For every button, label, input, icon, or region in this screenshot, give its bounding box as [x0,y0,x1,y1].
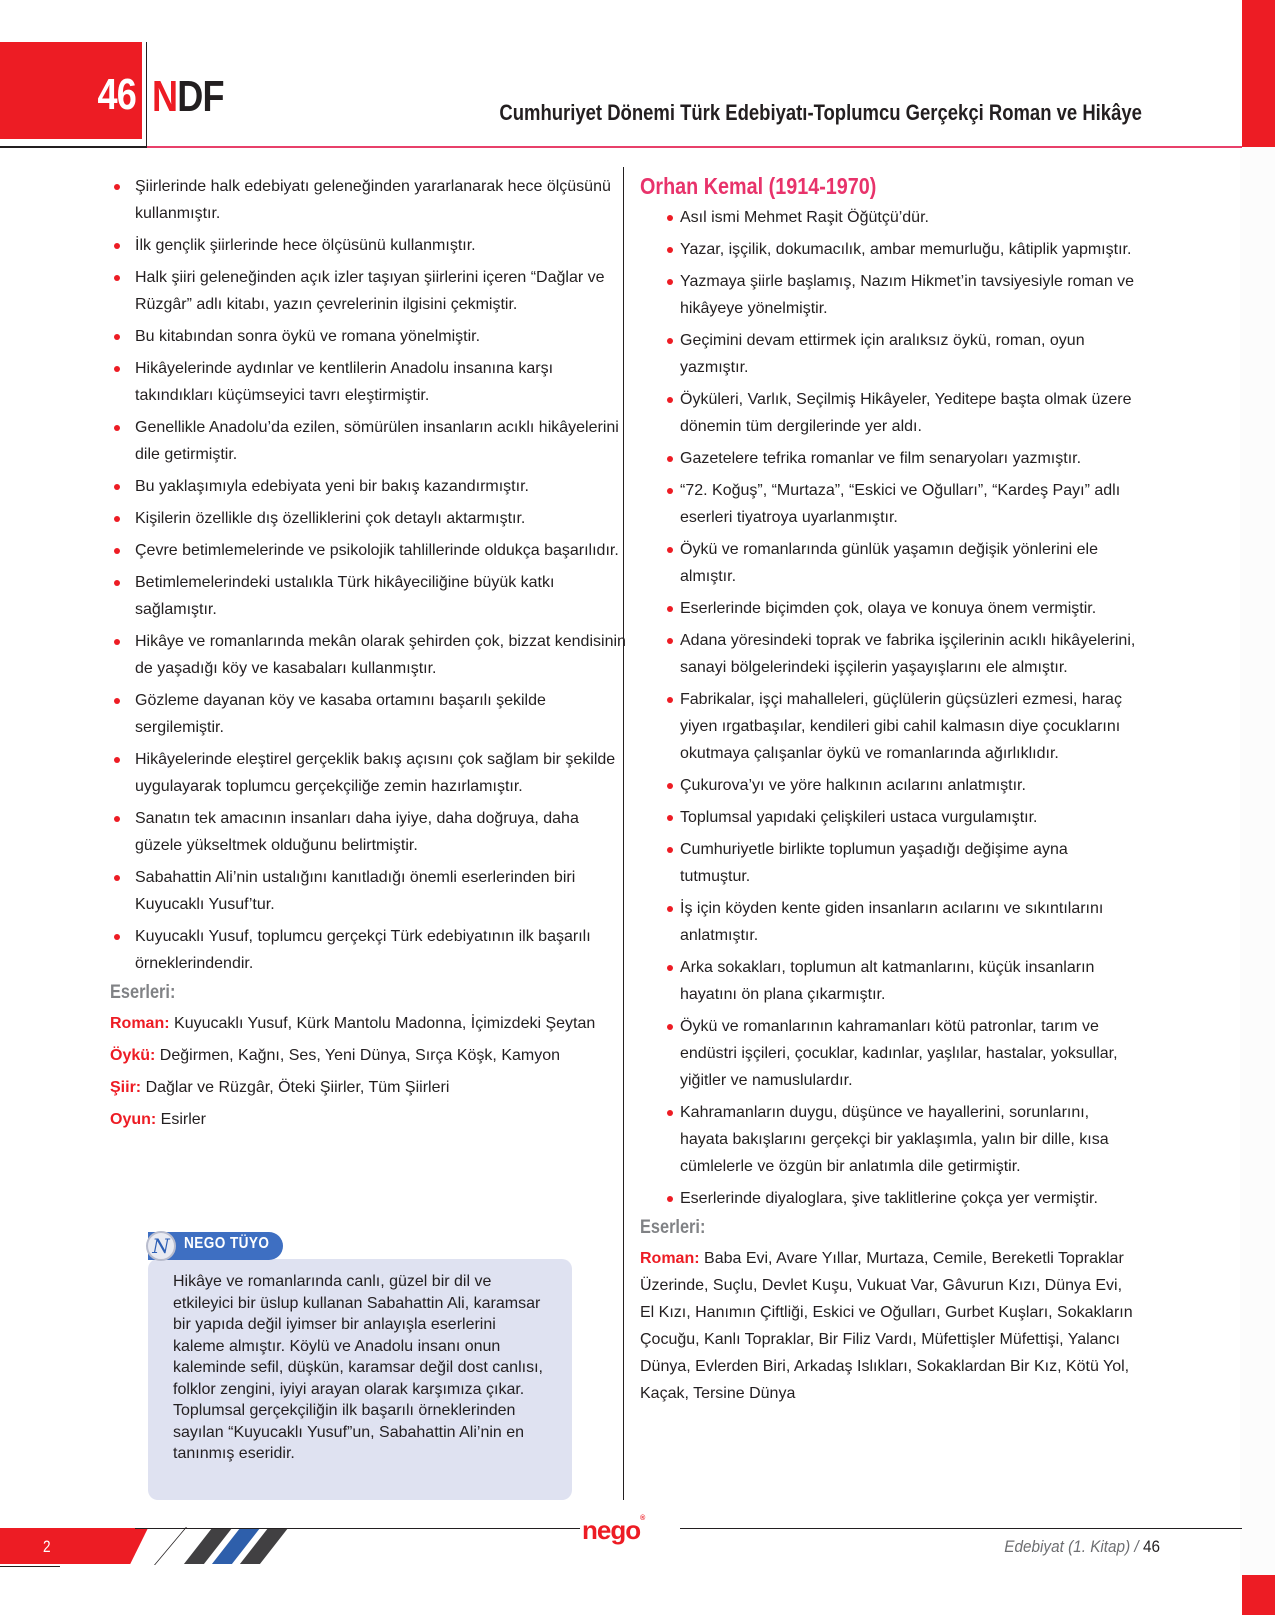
section-title-orhan-kemal: Orhan Kemal (1914-1970) [640,173,877,199]
bullet-item: Toplumsal yapıdaki çelişkileri ustaca vurgulamıştır. [640,804,1140,831]
header-rule [147,146,1242,148]
bullet-item: Yazmaya şiirle başlamış, Nazım Hikmet’in tavsiyesiyle roman ve hikâyeye yönelmiştir. [640,268,1140,322]
works-oyun [110,1106,630,1133]
tip-text: Hikâye ve romanlarında canlı, güzel bir dil ve etkileyici bir üslup kullanan Sabahattin Ali, karamsar bir yapıda değil iyimser bir anlayışla eserlerini kaleme almıştır. Köylü ve Anadolu insanı onun kaleminde sefil, düşkün, karamsar değil dost canlısı, folklor zengini, iyiyi arayan olarak karşımıza çıkar. Toplumsal gerçekçiliğin ilk başarılı örneklerinden sayılan “Kuyucaklı Yusuf”un, Sabahattin Ali’nin en tanınmış eseridir. [148,1259,572,1500]
works-text: Değirmen, Kağnı, Ses, Yeni Dünya, Sırça Köşk, Kamyon [159,1047,561,1064]
footer-page-index: 2 [42,1537,51,1556]
side-tab-top [1242,0,1275,147]
header-divider [146,42,147,147]
chapter-title: Cumhuriyet Dönemi Türk Edebiyatı-Toplumcu Gerçekçi Roman ve Hikâye [499,100,1142,125]
works-heading: Eserleri: [640,1217,706,1238]
sabahattin-ali-bullets [110,173,630,977]
bullet-item: Yazar, işçilik, dokumacılık, ambar memurluğu, kâtiplik yapmıştır. [640,236,1140,263]
works-label: Oyun: [110,1111,157,1128]
footer-rule-right [680,1528,1242,1529]
bullet-item: Betimlemelerindeki ustalıkla Türk hikâyeciliğine büyük katkı sağlamıştır. [110,569,630,623]
works-text: Dağlar ve Rüzgâr, Öteki Şiirler, Tüm Şiirleri [145,1079,450,1096]
bullet-item: Adana yöresindeki toprak ve fabrika işçilerinin acıklı hikâyelerini, sanayi bölgelerindeki işçilerin yaşayışlarını ele almıştır. [640,627,1140,681]
bullet-item: Bu kitabından sonra öykü ve romana yönelmiştir. [110,323,630,350]
side-tab-bottom [1242,1575,1275,1615]
bullet-item: Geçimini devam ettirmek için aralıksız öykü, roman, oyun yazmıştır. [640,327,1140,381]
footer-baseline [0,1566,60,1567]
bullet-item: Kuyucaklı Yusuf, toplumcu gerçekçi Türk edebiyatının ilk başarılı örneklerindendir. [110,923,630,977]
bullet-item: Çukurova’yı ve yöre halkının acılarını anlatmıştır. [640,772,1140,799]
works-text: Kuyucaklı Yusuf, Kürk Mantolu Madonna, İçimizdeki Şeytan [174,1015,596,1032]
bullet-item: Eserlerinde biçimden çok, olaya ve konuya önem vermiştir. [640,595,1140,622]
logo-df: DF [177,72,224,121]
nego-n-icon: N [146,1231,176,1261]
footer-red-tab [0,1528,148,1564]
bullet-item: Cumhuriyetle birlikte toplumun yaşadığı değişime ayna tutmuştur. [640,836,1140,890]
works-list [640,1245,1140,1407]
bullet-item: Gazetelere tefrika romanlar ve film senaryoları yazmıştır. [640,445,1140,472]
right-column [640,173,1140,1412]
side-margin [1240,147,1275,1575]
works-label: Öykü: [110,1047,156,1064]
bullet-item: Hikâye ve romanlarında mekân olarak şehirden çok, bizzat kendisinin de yaşadığı köy ve kasabaları kullanmıştır. [110,628,630,682]
nego-logo: nego® [582,1515,645,1545]
left-column [110,173,630,1138]
bullet-item: Bu yaklaşımıyla edebiyata yeni bir bakış kazandırmıştır. [110,473,630,500]
footer-slash-line [154,1527,187,1565]
bullet-item: Fabrikalar, işçi mahalleleri, güçlülerin güçsüzleri ezmesi, haraç yiyen ırgatbaşılar, kendileri gibi cahil kalmasın diye çocuklarını okutmaya çalışanlar öykü ve romanlarında ağırlıklıdır. [640,686,1140,767]
bullet-item: Sabahattin Ali’nin ustalığını kanıtladığı önemli eserlerinden biri Kuyucaklı Yusuf’tur. [110,864,630,918]
bullet-item: Öykü ve romanlarının kahramanları kötü patronlar, tarım ve endüstri işçileri, çocuklar, kadınlar, yaşlılar, hastalar, yoksullar, yiğitler ve namuslulardır. [640,1013,1140,1094]
works-text: Esirler [160,1111,207,1128]
works-heading: Eserleri: [110,982,176,1003]
bullet-item: Asıl ismi Mehmet Raşit Öğütçü’dür. [640,204,1140,231]
bullet-item: “72. Koğuş”, “Murtaza”, “Eskici ve Oğulları”, “Kardeş Payı” adlı eserleri tiyatroya uyarlanmıştır. [640,477,1140,531]
works-list [110,1010,630,1133]
works-label: Şiir: [110,1079,142,1096]
works-label: Roman: [640,1250,700,1267]
bullet-item: İş için köyden kente giden insanların acılarını ve sıkıntılarını anlatmıştır. [640,895,1140,949]
nego-tuyo-box [148,1232,572,1500]
header-rule-left [0,146,147,148]
bullet-item: Hikâyelerinde aydınlar ve kentlilerin Anadolu insanına karşı takındıkları küçümseyici tavrı eleştirmiştir. [110,355,630,409]
bullet-item: İlk gençlik şiirlerinde hece ölçüsünü kullanmıştır. [110,232,630,259]
works-roman [640,1245,1140,1407]
works-siir [110,1074,630,1101]
bullet-item: Eserlerinde diyaloglara, şive taklitlerine çokça yer vermiştir. [640,1185,1140,1212]
bullet-item: Kişilerin özellikle dış özelliklerini çok detaylı aktarmıştır. [110,505,630,532]
orhan-kemal-bullets [640,204,1140,1212]
footer-rule-left [135,1528,580,1529]
book-page: 46 [1142,1537,1160,1556]
logo-n: N [152,72,178,121]
works-label: Roman: [110,1015,170,1032]
works-roman [110,1010,630,1037]
bullet-item: Genellikle Anadolu’da ezilen, sömürülen insanların acıklı hikâyelerini dile getirmiştir. [110,414,630,468]
header-page-number: 46 [97,70,136,119]
book-title: Edebiyat (1. Kitap) / [1004,1537,1139,1556]
works-oyku [110,1042,630,1069]
bullet-item: Arka sokakları, toplumun alt katmanlarını, küçük insanların hayatını ön plana çıkarmıştır. [640,954,1140,1008]
bullet-item: Sanatın tek amacının insanları daha iyiye, daha doğruya, daha güzele yükseltmek olduğunu belirtmiştir. [110,805,630,859]
footer-book-label [1004,1537,1160,1557]
bullet-item: Hikâyelerinde eleştirel gerçeklik bakış açısını çok sağlam bir şekilde uygulayarak toplumcu gerçekçiliğe zemin hazırlamıştır. [110,746,630,800]
ndf-logo [152,72,224,122]
tip-badge-label: NEGO TÜYO [184,1235,270,1252]
works-text: Baba Evi, Avare Yıllar, Murtaza, Cemile, Bereketli Topraklar Üzerinde, Suçlu, Devlet Kuşu, Vukuat Var, Gâvurun Kızı, Dünya Evi, El Kızı, Hanımın Çiftliği, Eskici ve Oğulları, Gurbet Kuşları, Sokakların Çocuğu, Kanlı Topraklar, Bir Filiz Vardı, Müfettişler Müfettişi, Yalancı Dünya, Evlerden Biri, Arkadaş Islıkları, Sokaklardan Bir Kız, Kötü Yol, Kaçak, Tersine Dünya [640,1250,1133,1402]
bullet-item: Gözleme dayanan köy ve kasaba ortamını başarılı şekilde sergilemiştir. [110,687,630,741]
bullet-item: Kahramanların duygu, düşünce ve hayallerini, sorunlarını, hayata bakışlarını gerçekçi bir yaklaşımla, yalın bir dille, kısa cümlelerle ve özgün bir anlatımla dile getirmiştir. [640,1099,1140,1180]
nego-logo-text: nego [582,1515,641,1545]
bullet-item: Çevre betimlemelerinde ve psikolojik tahlillerinde oldukça başarılıdır. [110,537,630,564]
page-number-block [0,42,142,139]
bullet-item: Şiirlerinde halk edebiyatı geleneğinden yararlanarak hece ölçüsünü kullanmıştır. [110,173,630,227]
bullet-item: Öykü ve romanlarında günlük yaşamın değişik yönlerini ele almıştır. [640,536,1140,590]
bullet-item: Öyküleri, Varlık, Seçilmiş Hikâyeler, Yeditepe başta olmak üzere dönemin tüm dergilerinde yer aldı. [640,386,1140,440]
bullet-item: Halk şiiri geleneğinden açık izler taşıyan şiirlerini içeren “Dağlar ve Rüzgâr” adlı kitabı, yazın çevrelerinin ilgisini çekmiştir. [110,264,630,318]
